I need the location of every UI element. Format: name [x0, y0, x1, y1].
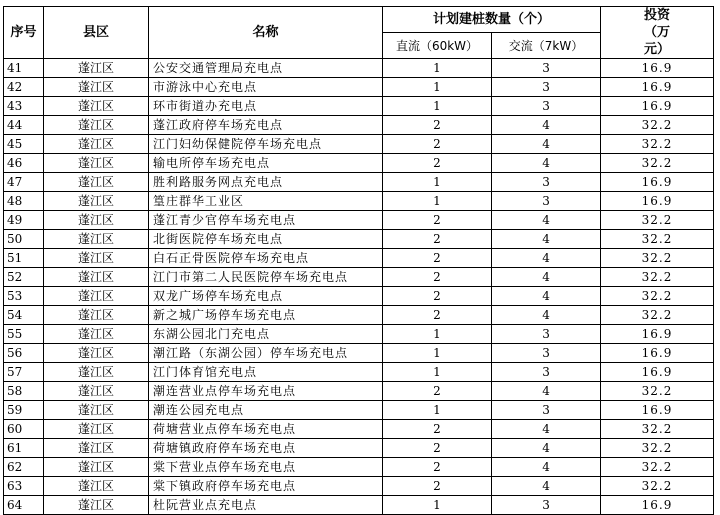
cell-dc: 2: [383, 249, 492, 268]
table-row: [4, 496, 714, 515]
cell-county: 蓬江区: [44, 173, 149, 192]
cell-name: 市游泳中心充电点: [149, 78, 383, 97]
cell-ac: 3: [492, 192, 601, 211]
table-row: [4, 78, 714, 97]
cell-ac: 4: [492, 477, 601, 496]
cell-ac: 4: [492, 268, 601, 287]
cell-seq: 49: [4, 211, 44, 230]
cell-ac: 4: [492, 135, 601, 154]
cell-county: 蓬江区: [44, 116, 149, 135]
cell-name: 东湖公园北门充电点: [149, 325, 383, 344]
cell-investment: 16.9: [601, 496, 714, 515]
cell-investment: 32.2: [601, 135, 714, 154]
cell-ac: 4: [492, 382, 601, 401]
cell-seq: 48: [4, 192, 44, 211]
cell-dc: 1: [383, 78, 492, 97]
cell-dc: 1: [383, 496, 492, 515]
cell-seq: 54: [4, 306, 44, 325]
cell-name: 蓬江政府停车场充电点: [149, 116, 383, 135]
cell-seq: 51: [4, 249, 44, 268]
table-row: [4, 477, 714, 496]
cell-county: 蓬江区: [44, 458, 149, 477]
table-row: [4, 268, 714, 287]
cell-county: 蓬江区: [44, 439, 149, 458]
cell-investment: 16.9: [601, 192, 714, 211]
header-seq: 序号: [4, 7, 44, 59]
table-row: [4, 306, 714, 325]
cell-dc: 2: [383, 211, 492, 230]
cell-ac: 3: [492, 97, 601, 116]
cell-county: 蓬江区: [44, 230, 149, 249]
table-row: [4, 249, 714, 268]
cell-dc: 2: [383, 382, 492, 401]
cell-dc: 1: [383, 97, 492, 116]
cell-county: 蓬江区: [44, 477, 149, 496]
cell-dc: 1: [383, 192, 492, 211]
table-row: [4, 97, 714, 116]
cell-county: 蓬江区: [44, 363, 149, 382]
table-row: [4, 59, 714, 78]
table-row: [4, 458, 714, 477]
cell-investment: 16.9: [601, 173, 714, 192]
cell-dc: 1: [383, 401, 492, 420]
cell-name: 胜利路服务网点充电点: [149, 173, 383, 192]
cell-seq: 55: [4, 325, 44, 344]
cell-seq: 59: [4, 401, 44, 420]
cell-county: 蓬江区: [44, 154, 149, 173]
cell-dc: 2: [383, 287, 492, 306]
cell-seq: 60: [4, 420, 44, 439]
table-row: [4, 363, 714, 382]
cell-seq: 50: [4, 230, 44, 249]
cell-county: 蓬江区: [44, 382, 149, 401]
cell-ac: 3: [492, 78, 601, 97]
cell-name: 荷塘营业点停车场充电点: [149, 420, 383, 439]
cell-dc: 1: [383, 325, 492, 344]
cell-ac: 4: [492, 439, 601, 458]
cell-investment: 16.9: [601, 59, 714, 78]
cell-ac: 3: [492, 401, 601, 420]
cell-county: 蓬江区: [44, 97, 149, 116]
cell-name: 潮江路（东湖公园）停车场充电点: [149, 344, 383, 363]
cell-dc: 1: [383, 59, 492, 78]
cell-investment: 32.2: [601, 477, 714, 496]
cell-name: 潮连公园充电点: [149, 401, 383, 420]
table-header: [4, 7, 714, 59]
table-row: [4, 287, 714, 306]
cell-ac: 3: [492, 325, 601, 344]
cell-seq: 45: [4, 135, 44, 154]
cell-ac: 3: [492, 363, 601, 382]
cell-name: 荷塘镇政府停车场充电点: [149, 439, 383, 458]
cell-investment: 16.9: [601, 325, 714, 344]
cell-dc: 2: [383, 477, 492, 496]
cell-investment: 32.2: [601, 230, 714, 249]
header-row: [4, 7, 714, 33]
cell-name: 北街医院停车场充电点: [149, 230, 383, 249]
cell-investment: 32.2: [601, 249, 714, 268]
cell-dc: 2: [383, 420, 492, 439]
cell-county: 蓬江区: [44, 59, 149, 78]
cell-ac: 4: [492, 116, 601, 135]
cell-seq: 43: [4, 97, 44, 116]
cell-county: 蓬江区: [44, 420, 149, 439]
cell-investment: 16.9: [601, 78, 714, 97]
table-row: [4, 401, 714, 420]
header-investment: 投资（万元）: [601, 7, 714, 59]
cell-ac: 3: [492, 344, 601, 363]
table-row: [4, 420, 714, 439]
cell-county: 蓬江区: [44, 211, 149, 230]
header-ac: 交流（7kW）: [492, 33, 601, 59]
cell-county: 蓬江区: [44, 249, 149, 268]
cell-investment: 16.9: [601, 97, 714, 116]
table-row: [4, 135, 714, 154]
cell-dc: 2: [383, 230, 492, 249]
cell-seq: 64: [4, 496, 44, 515]
cell-name: 环市街道办充电点: [149, 97, 383, 116]
cell-name: 潮连营业点停车场充电点: [149, 382, 383, 401]
cell-county: 蓬江区: [44, 192, 149, 211]
cell-ac: 4: [492, 306, 601, 325]
cell-name: 公安交通管理局充电点: [149, 59, 383, 78]
cell-investment: 32.2: [601, 420, 714, 439]
cell-seq: 63: [4, 477, 44, 496]
cell-name: 白石正骨医院停车场充电点: [149, 249, 383, 268]
cell-seq: 46: [4, 154, 44, 173]
cell-investment: 32.2: [601, 458, 714, 477]
cell-dc: 2: [383, 306, 492, 325]
cell-dc: 2: [383, 439, 492, 458]
cell-seq: 47: [4, 173, 44, 192]
cell-county: 蓬江区: [44, 401, 149, 420]
cell-county: 蓬江区: [44, 268, 149, 287]
cell-name: 杜阮营业点充电点: [149, 496, 383, 515]
cell-ac: 4: [492, 230, 601, 249]
table-row: [4, 154, 714, 173]
cell-seq: 58: [4, 382, 44, 401]
cell-name: 江门妇幼保健院停车场充电点: [149, 135, 383, 154]
cell-name: 棠下营业点停车场充电点: [149, 458, 383, 477]
cell-seq: 42: [4, 78, 44, 97]
cell-ac: 4: [492, 211, 601, 230]
table-row: [4, 116, 714, 135]
cell-dc: 2: [383, 116, 492, 135]
cell-investment: 32.2: [601, 306, 714, 325]
cell-county: 蓬江区: [44, 135, 149, 154]
cell-ac: 4: [492, 287, 601, 306]
cell-investment: 32.2: [601, 382, 714, 401]
cell-name: 双龙广场停车场充电点: [149, 287, 383, 306]
cell-dc: 2: [383, 135, 492, 154]
cell-seq: 61: [4, 439, 44, 458]
cell-seq: 52: [4, 268, 44, 287]
cell-county: 蓬江区: [44, 344, 149, 363]
cell-investment: 32.2: [601, 268, 714, 287]
cell-name: 篁庄群华工业区: [149, 192, 383, 211]
table-row: [4, 325, 714, 344]
cell-dc: 1: [383, 363, 492, 382]
cell-county: 蓬江区: [44, 496, 149, 515]
cell-seq: 56: [4, 344, 44, 363]
table-row: [4, 230, 714, 249]
table-body: [4, 59, 714, 515]
cell-dc: 1: [383, 173, 492, 192]
cell-county: 蓬江区: [44, 287, 149, 306]
cell-name: 新之城广场停车场充电点: [149, 306, 383, 325]
cell-dc: 1: [383, 344, 492, 363]
table-row: [4, 382, 714, 401]
header-name: 名称: [149, 7, 383, 59]
cell-investment: 32.2: [601, 116, 714, 135]
cell-investment: 16.9: [601, 401, 714, 420]
cell-name: 江门市第二人民医院停车场充电点: [149, 268, 383, 287]
cell-investment: 32.2: [601, 287, 714, 306]
cell-ac: 4: [492, 249, 601, 268]
cell-investment: 16.9: [601, 344, 714, 363]
cell-county: 蓬江区: [44, 306, 149, 325]
cell-name: 蓬江青少官停车场充电点: [149, 211, 383, 230]
table-row: [4, 173, 714, 192]
cell-seq: 62: [4, 458, 44, 477]
cell-county: 蓬江区: [44, 325, 149, 344]
header-dc: 直流（60kW）: [383, 33, 492, 59]
cell-ac: 3: [492, 173, 601, 192]
charging-station-table: [3, 6, 714, 515]
cell-investment: 32.2: [601, 211, 714, 230]
cell-ac: 4: [492, 458, 601, 477]
cell-seq: 53: [4, 287, 44, 306]
cell-ac: 3: [492, 59, 601, 78]
cell-investment: 32.2: [601, 439, 714, 458]
cell-ac: 3: [492, 496, 601, 515]
cell-name: 输电所停车场充电点: [149, 154, 383, 173]
table-row: [4, 344, 714, 363]
table-row: [4, 439, 714, 458]
table-row: [4, 211, 714, 230]
cell-dc: 2: [383, 458, 492, 477]
header-planned: 计划建桩数量（个）: [383, 7, 601, 33]
cell-seq: 44: [4, 116, 44, 135]
cell-ac: 4: [492, 154, 601, 173]
cell-dc: 2: [383, 268, 492, 287]
cell-investment: 32.2: [601, 154, 714, 173]
cell-name: 棠下镇政府停车场充电点: [149, 477, 383, 496]
header-county: 县区: [44, 7, 149, 59]
cell-seq: 41: [4, 59, 44, 78]
cell-name: 江门体育馆充电点: [149, 363, 383, 382]
cell-county: 蓬江区: [44, 78, 149, 97]
cell-seq: 57: [4, 363, 44, 382]
table-row: [4, 192, 714, 211]
cell-investment: 16.9: [601, 363, 714, 382]
cell-dc: 2: [383, 154, 492, 173]
cell-ac: 4: [492, 420, 601, 439]
